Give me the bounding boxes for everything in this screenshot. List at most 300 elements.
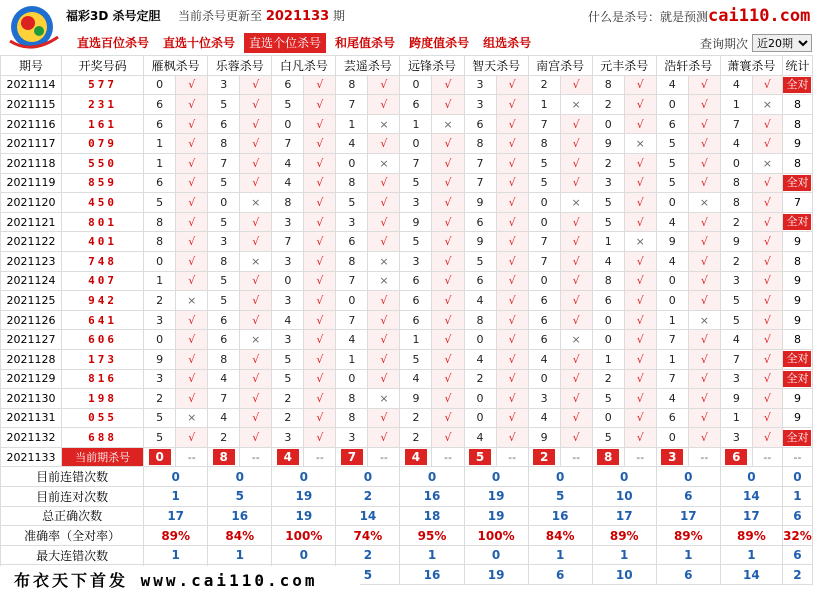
current-dash: -- — [624, 447, 656, 467]
kill-number: 4 — [272, 173, 304, 193]
period-cell: 2021115 — [1, 95, 62, 115]
summary-value: 0 — [528, 467, 592, 487]
kill-number: 6 — [144, 173, 176, 193]
kill-number: 3 — [272, 330, 304, 350]
kill-number: 0 — [528, 193, 560, 213]
kill-number: 6 — [400, 291, 432, 311]
summary-value: 16 — [400, 487, 464, 507]
check-icon: √ — [176, 330, 208, 350]
kill-number: 4 — [720, 75, 752, 95]
col-expert[interactable]: 芸遥杀号 — [336, 56, 400, 76]
kill-number: 7 — [336, 310, 368, 330]
col-expert[interactable]: 乐蓉杀号 — [208, 56, 272, 76]
check-icon: √ — [624, 173, 656, 193]
check-icon: √ — [304, 389, 336, 409]
check-icon: √ — [304, 193, 336, 213]
col-expert[interactable]: 雁枫杀号 — [144, 56, 208, 76]
check-icon: √ — [688, 408, 720, 428]
kill-number: 6 — [656, 114, 688, 134]
kill-number: 1 — [720, 95, 752, 115]
check-icon: √ — [432, 153, 464, 173]
check-icon: √ — [624, 193, 656, 213]
kill-number: 0 — [656, 428, 688, 448]
kill-number: 0 — [208, 193, 240, 213]
check-icon: √ — [752, 330, 782, 350]
summary-value: 18 — [400, 506, 464, 526]
kill-number: 6 — [400, 95, 432, 115]
draw-number: 401 — [62, 232, 144, 252]
current-kill-cell — [464, 447, 496, 467]
kill-number: 8 — [336, 408, 368, 428]
kill-number: 9 — [400, 212, 432, 232]
cross-icon: × — [240, 330, 272, 350]
kill-number: 1 — [336, 114, 368, 134]
check-icon: √ — [176, 193, 208, 213]
summary-value: 1 — [720, 545, 782, 565]
kill-number: 8 — [272, 193, 304, 213]
summary-value: 95% — [400, 526, 464, 546]
col-expert[interactable]: 智天杀号 — [464, 56, 528, 76]
summary-value: 0 — [208, 467, 272, 487]
kill-number: 3 — [592, 173, 624, 193]
current-dash: -- — [496, 447, 528, 467]
period-select[interactable] — [752, 34, 812, 52]
summary-value: 17 — [720, 506, 782, 526]
current-kill-cell — [144, 447, 176, 467]
kill-number: 3 — [464, 75, 496, 95]
kill-number: 0 — [464, 389, 496, 409]
kill-number: 4 — [720, 330, 752, 350]
table-row — [1, 291, 813, 311]
kill-number: 8 — [720, 193, 752, 213]
summary-value: 5 — [528, 487, 592, 507]
col-expert[interactable]: 浩轩杀号 — [656, 56, 720, 76]
check-icon: √ — [496, 428, 528, 448]
cross-icon: × — [688, 193, 720, 213]
check-icon: √ — [624, 408, 656, 428]
tab-tens-kill[interactable]: 直选十位杀号 — [163, 36, 236, 50]
summary-value: 100% — [272, 526, 336, 546]
summary-value: 19 — [272, 506, 336, 526]
check-icon: √ — [688, 114, 720, 134]
summary-row — [1, 487, 813, 507]
check-icon: √ — [432, 75, 464, 95]
stat-cell — [782, 428, 812, 448]
summary-value: 89% — [720, 526, 782, 546]
cross-icon: × — [368, 271, 400, 291]
summary-value: 0 — [272, 467, 336, 487]
summary-value: 0 — [656, 467, 720, 487]
check-icon: √ — [496, 134, 528, 154]
kill-number: 5 — [656, 173, 688, 193]
update-label: 当前杀号更新至 — [178, 9, 263, 23]
current-kill-cell — [592, 447, 624, 467]
check-icon: √ — [624, 212, 656, 232]
current-label: 当前期杀号 — [62, 448, 143, 466]
kill-number: 4 — [656, 389, 688, 409]
table-row — [1, 389, 813, 409]
check-icon: √ — [624, 330, 656, 350]
check-icon: √ — [624, 271, 656, 291]
summary-value: 2 — [336, 545, 400, 565]
check-icon: √ — [560, 428, 592, 448]
period-cell: 2021114 — [1, 75, 62, 95]
kill-number: 0 — [272, 114, 304, 134]
check-icon: √ — [432, 349, 464, 369]
kill-number: 7 — [464, 153, 496, 173]
check-icon: √ — [560, 212, 592, 232]
kill-number: 0 — [400, 134, 432, 154]
summary-value: 16 — [528, 506, 592, 526]
check-icon: √ — [240, 271, 272, 291]
kill-number: 0 — [656, 95, 688, 115]
current-dash: -- — [752, 447, 782, 467]
kill-number: 2 — [208, 428, 240, 448]
update-info — [178, 7, 345, 24]
draw-number: 942 — [62, 291, 144, 311]
check-icon: √ — [496, 193, 528, 213]
summary-row — [1, 506, 813, 526]
draw-number: 055 — [62, 408, 144, 428]
check-icon: √ — [752, 349, 782, 369]
kill-number: 6 — [208, 114, 240, 134]
tab-hundreds-kill[interactable]: 直选百位杀号 — [77, 36, 150, 50]
kill-number: 5 — [720, 310, 752, 330]
kill-number: 0 — [336, 153, 368, 173]
summary-value: 1 — [400, 545, 464, 565]
kill-number: 2 — [720, 251, 752, 271]
kill-number: 9 — [144, 349, 176, 369]
stat-cell: 9 — [782, 408, 812, 428]
kill-number: 0 — [528, 369, 560, 389]
kill-number: 7 — [272, 134, 304, 154]
check-icon: √ — [240, 232, 272, 252]
check-icon: √ — [176, 75, 208, 95]
check-icon: √ — [496, 95, 528, 115]
check-icon: √ — [304, 408, 336, 428]
kill-number: 6 — [208, 330, 240, 350]
current-dash: -- — [432, 447, 464, 467]
kill-number: 6 — [528, 291, 560, 311]
check-icon: √ — [432, 389, 464, 409]
check-icon: √ — [176, 349, 208, 369]
check-icon: √ — [176, 369, 208, 389]
kill-number: 5 — [208, 271, 240, 291]
summary-stat: 1 — [782, 487, 812, 507]
period-cell: 2021129 — [1, 369, 62, 389]
kill-number: 6 — [208, 310, 240, 330]
current-dash: -- — [782, 447, 812, 467]
kill-number: 8 — [144, 232, 176, 252]
current-period-row — [1, 447, 813, 467]
kill-number: 5 — [592, 193, 624, 213]
kill-number: 3 — [208, 75, 240, 95]
check-icon: √ — [752, 251, 782, 271]
check-icon: √ — [432, 330, 464, 350]
check-icon: √ — [240, 114, 272, 134]
table-row — [1, 134, 813, 154]
kill-number: 8 — [464, 310, 496, 330]
cross-icon: × — [240, 193, 272, 213]
kill-number: 5 — [528, 173, 560, 193]
check-icon: √ — [688, 369, 720, 389]
check-icon: √ — [432, 408, 464, 428]
check-icon: √ — [624, 369, 656, 389]
summary-value: 19 — [464, 506, 528, 526]
check-icon: √ — [304, 153, 336, 173]
kill-number: 6 — [464, 212, 496, 232]
kill-number: 6 — [464, 114, 496, 134]
kill-number: 0 — [528, 212, 560, 232]
cross-icon: × — [560, 95, 592, 115]
check-icon: √ — [752, 134, 782, 154]
stat-cell — [782, 369, 812, 389]
draw-number: 198 — [62, 389, 144, 409]
kill-number: 7 — [400, 153, 432, 173]
current-dash: -- — [560, 447, 592, 467]
kill-number: 3 — [464, 95, 496, 115]
kill-number: 5 — [656, 153, 688, 173]
summary-label: 目前连错次数 — [1, 467, 144, 487]
period-cell: 2021123 — [1, 251, 62, 271]
draw-number: 550 — [62, 153, 144, 173]
summary-value: 14 — [720, 565, 782, 585]
check-icon: √ — [176, 251, 208, 271]
kill-number: 4 — [656, 75, 688, 95]
check-icon: √ — [688, 95, 720, 115]
table-row — [1, 428, 813, 448]
current-kill-number: 6 — [725, 449, 747, 465]
period-cell: 2021119 — [1, 173, 62, 193]
check-icon: √ — [240, 95, 272, 115]
kill-number: 4 — [336, 330, 368, 350]
check-icon: √ — [496, 114, 528, 134]
cross-icon: × — [624, 232, 656, 252]
period-cell: 2021122 — [1, 232, 62, 252]
period-cell: 2021124 — [1, 271, 62, 291]
check-icon: √ — [688, 330, 720, 350]
check-icon: √ — [624, 114, 656, 134]
check-icon: √ — [304, 349, 336, 369]
tab-span-kill[interactable]: 跨度值杀号 — [409, 36, 470, 50]
kill-number: 2 — [592, 95, 624, 115]
tab-units-kill[interactable]: 直选个位杀号 — [244, 33, 326, 53]
kill-number: 1 — [400, 330, 432, 350]
kill-number: 5 — [720, 291, 752, 311]
nav-tabs — [72, 33, 536, 53]
summary-value: 89% — [144, 526, 208, 546]
update-period: 2021133 — [265, 9, 330, 24]
check-icon: √ — [368, 212, 400, 232]
check-icon: √ — [432, 251, 464, 271]
kill-number: 5 — [272, 369, 304, 389]
site-link[interactable]: cai110.com — [708, 6, 811, 26]
check-icon: √ — [176, 114, 208, 134]
kill-number: 2 — [592, 153, 624, 173]
current-dash: -- — [176, 447, 208, 467]
kill-number: 1 — [592, 232, 624, 252]
current-kill-cell — [336, 447, 368, 467]
current-dash: -- — [240, 447, 272, 467]
kill-number: 4 — [720, 134, 752, 154]
summary-value: 1 — [208, 545, 272, 565]
check-icon: √ — [432, 428, 464, 448]
col-expert[interactable]: 白凡杀号 — [272, 56, 336, 76]
kill-number: 8 — [592, 271, 624, 291]
col-expert[interactable]: 远锋杀号 — [400, 56, 464, 76]
kill-number: 7 — [656, 369, 688, 389]
slogan — [588, 6, 810, 26]
kill-number: 7 — [336, 271, 368, 291]
check-icon: √ — [176, 134, 208, 154]
cross-icon: × — [560, 193, 592, 213]
period-cell: 2021130 — [1, 389, 62, 409]
check-icon: √ — [624, 153, 656, 173]
kill-number: 1 — [400, 114, 432, 134]
draw-number: 079 — [62, 134, 144, 154]
period-query — [700, 34, 812, 52]
kill-number: 1 — [144, 153, 176, 173]
kill-number: 9 — [528, 428, 560, 448]
kill-number: 5 — [400, 173, 432, 193]
kill-number: 1 — [336, 349, 368, 369]
col-expert[interactable]: 萧寰杀号 — [720, 56, 782, 76]
current-kill-cell — [528, 447, 560, 467]
kill-number: 0 — [656, 291, 688, 311]
kill-number: 0 — [528, 271, 560, 291]
summary-value: 84% — [528, 526, 592, 546]
check-icon: √ — [368, 369, 400, 389]
kill-number: 3 — [400, 193, 432, 213]
kill-table — [0, 55, 813, 585]
kill-number: 1 — [592, 349, 624, 369]
kill-number: 1 — [144, 271, 176, 291]
check-icon: √ — [688, 173, 720, 193]
check-icon: √ — [432, 134, 464, 154]
check-icon: √ — [176, 389, 208, 409]
kill-number: 3 — [720, 369, 752, 389]
summary-value: 17 — [144, 506, 208, 526]
summary-value: 0 — [272, 545, 336, 565]
kill-number: 5 — [592, 212, 624, 232]
summary-label: 最大连错次数 — [1, 545, 144, 565]
check-icon: √ — [304, 95, 336, 115]
check-icon: √ — [560, 75, 592, 95]
cross-icon: × — [368, 153, 400, 173]
stat-cell: 9 — [782, 389, 812, 409]
summary-value: 17 — [656, 506, 720, 526]
current-kill-cell — [272, 447, 304, 467]
kill-number: 5 — [272, 349, 304, 369]
check-icon: √ — [496, 212, 528, 232]
kill-number: 0 — [656, 193, 688, 213]
table-row — [1, 95, 813, 115]
kill-number: 3 — [336, 428, 368, 448]
check-icon: √ — [560, 291, 592, 311]
tab-group-kill[interactable]: 组选杀号 — [483, 36, 532, 50]
summary-value: 6 — [528, 565, 592, 585]
kill-number: 4 — [272, 153, 304, 173]
kill-number: 0 — [400, 75, 432, 95]
check-icon: √ — [560, 408, 592, 428]
check-icon: √ — [560, 153, 592, 173]
tab-sum-tail-kill[interactable]: 和尾值杀号 — [335, 36, 396, 50]
check-icon: √ — [368, 193, 400, 213]
check-icon: √ — [368, 95, 400, 115]
stat-cell — [782, 212, 812, 232]
summary-value: 0 — [144, 467, 208, 487]
check-icon: √ — [624, 310, 656, 330]
table-row — [1, 310, 813, 330]
period-cell: 2021131 — [1, 408, 62, 428]
current-kill-number: 7 — [341, 449, 363, 465]
check-icon: √ — [496, 408, 528, 428]
col-expert[interactable]: 元丰杀号 — [592, 56, 656, 76]
check-icon: √ — [240, 428, 272, 448]
kill-number: 9 — [464, 232, 496, 252]
current-kill-number: 5 — [469, 449, 491, 465]
summary-stat: 2 — [782, 565, 812, 585]
table-header — [1, 56, 813, 76]
current-kill-number: 4 — [405, 449, 427, 465]
summary-value: 0 — [464, 467, 528, 487]
check-icon: √ — [240, 291, 272, 311]
draw-number: 450 — [62, 193, 144, 213]
check-icon: √ — [368, 75, 400, 95]
stat-cell: 9 — [782, 310, 812, 330]
kill-number: 8 — [464, 134, 496, 154]
check-icon: √ — [368, 291, 400, 311]
check-icon: √ — [560, 251, 592, 271]
check-icon: √ — [560, 173, 592, 193]
check-icon: √ — [432, 95, 464, 115]
check-icon: √ — [240, 310, 272, 330]
check-icon: √ — [240, 75, 272, 95]
check-icon: √ — [752, 428, 782, 448]
check-icon: √ — [688, 389, 720, 409]
check-icon: √ — [496, 310, 528, 330]
kill-number: 7 — [208, 389, 240, 409]
draw-number: 407 — [62, 271, 144, 291]
kill-number: 4 — [464, 428, 496, 448]
summary-value: 19 — [464, 487, 528, 507]
kill-number: 3 — [528, 389, 560, 409]
check-icon: √ — [496, 251, 528, 271]
logo-icon — [6, 3, 62, 51]
all-correct-badge: 全对 — [783, 371, 811, 387]
kill-number: 8 — [208, 134, 240, 154]
check-icon: √ — [240, 389, 272, 409]
update-suffix: 期 — [333, 9, 346, 23]
kill-number: 3 — [720, 271, 752, 291]
table-row — [1, 271, 813, 291]
kill-number: 4 — [464, 349, 496, 369]
draw-number: 688 — [62, 428, 144, 448]
summary-value: 1 — [592, 545, 656, 565]
kill-number: 4 — [208, 408, 240, 428]
col-expert[interactable]: 南宫杀号 — [528, 56, 592, 76]
current-dash: -- — [688, 447, 720, 467]
check-icon: √ — [304, 291, 336, 311]
period-cell: 2021117 — [1, 134, 62, 154]
kill-number: 9 — [656, 232, 688, 252]
kill-number: 0 — [464, 330, 496, 350]
check-icon: √ — [688, 271, 720, 291]
check-icon: √ — [368, 173, 400, 193]
cross-icon: × — [560, 330, 592, 350]
kill-number: 2 — [400, 408, 432, 428]
check-icon: √ — [304, 310, 336, 330]
